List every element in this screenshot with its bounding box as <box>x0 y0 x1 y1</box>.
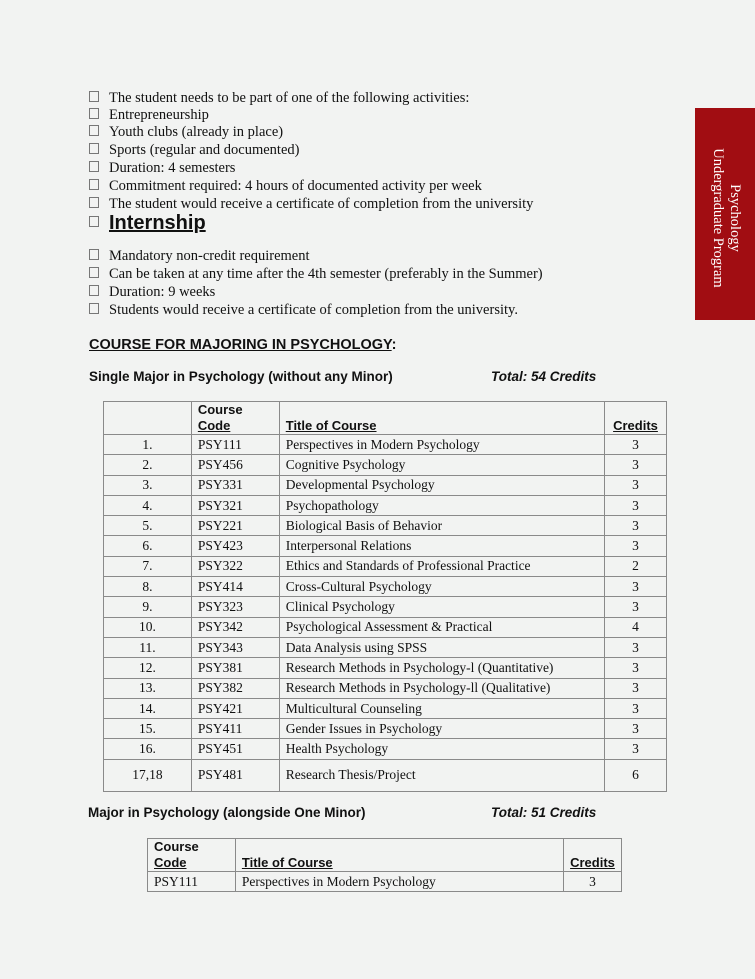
cell-course-title: Clinical Psychology <box>279 597 604 617</box>
cell-course-code: PSY481 <box>191 759 279 791</box>
cell-number: 9. <box>104 597 192 617</box>
cell-course-code: PSY342 <box>191 617 279 637</box>
cell-credits: 3 <box>604 658 666 678</box>
cell-course-title: Data Analysis using SPSS <box>279 637 604 657</box>
single-major-total: Total: 54 Credits <box>491 369 597 384</box>
header-title: Title of Course <box>279 402 604 435</box>
table-row <box>104 637 667 657</box>
cell-number: 6. <box>104 536 192 556</box>
cell-course-title: Multicultural Counseling <box>279 698 604 718</box>
cell-course-title: Perspectives in Modern Psychology <box>279 435 604 455</box>
cell-course-title: Biological Basis of Behavior <box>279 516 604 536</box>
cell-credits: 3 <box>604 516 666 536</box>
cell-course-code: PSY221 <box>191 516 279 536</box>
cell-course-code: PSY456 <box>191 455 279 475</box>
cell-course-code: PSY322 <box>191 556 279 576</box>
header-credits: Credits <box>563 839 621 872</box>
checkbox-icon <box>89 267 99 278</box>
minor-major-total: Total: 51 Credits <box>491 805 597 820</box>
bullet-item: Students would receive a certificate of completion from the university. <box>89 301 518 319</box>
side-tab-line1: Psychology <box>727 184 743 252</box>
table-row <box>104 678 667 698</box>
header-code: Course Code <box>191 402 279 435</box>
cell-number: 1. <box>104 435 192 455</box>
cell-course-code: PSY331 <box>191 475 279 495</box>
side-tab <box>695 108 755 320</box>
cell-credits: 3 <box>563 872 621 892</box>
cell-credits: 3 <box>604 637 666 657</box>
minor-major-table <box>147 838 622 892</box>
cell-number: 8. <box>104 577 192 597</box>
cell-number: 16. <box>104 739 192 759</box>
cell-course-code: PSY414 <box>191 577 279 597</box>
bullet-item: Mandatory non-credit requirement <box>89 247 310 265</box>
cell-course-title: Interpersonal Relations <box>279 536 604 556</box>
cell-course-title: Research Methods in Psychology-ll (Qualitative) <box>279 678 604 698</box>
cell-course-title: Gender Issues in Psychology <box>279 719 604 739</box>
cell-course-code: PSY321 <box>191 495 279 515</box>
cell-course-code: PSY451 <box>191 739 279 759</box>
table-row <box>104 495 667 515</box>
table-row <box>104 739 667 759</box>
cell-course-code: PSY343 <box>191 637 279 657</box>
cell-credits: 3 <box>604 719 666 739</box>
bullet-item: Entrepreneurship <box>89 106 209 124</box>
bullet-item: Commitment required: 4 hours of documented activity per week <box>89 177 482 195</box>
cell-course-title: Health Psychology <box>279 739 604 759</box>
cell-credits: 3 <box>604 577 666 597</box>
cell-number: 11. <box>104 637 192 657</box>
table-row <box>104 536 667 556</box>
cell-number: 17,18 <box>104 759 192 791</box>
table-row <box>104 617 667 637</box>
table-row <box>104 597 667 617</box>
cell-credits: 2 <box>604 556 666 576</box>
cell-number: 7. <box>104 556 192 576</box>
internship-heading: Internship <box>89 212 206 235</box>
cell-number: 10. <box>104 617 192 637</box>
cell-number: 5. <box>104 516 192 536</box>
checkbox-icon <box>89 216 99 227</box>
checkbox-icon <box>89 303 99 314</box>
cell-course-code: PSY421 <box>191 698 279 718</box>
table-row <box>104 455 667 475</box>
cell-number: 4. <box>104 495 192 515</box>
checkbox-icon <box>89 285 99 296</box>
side-tab-text <box>709 118 743 318</box>
cell-number: 12. <box>104 658 192 678</box>
cell-course-code: PSY381 <box>191 658 279 678</box>
section-title: COURSE FOR MAJORING IN PSYCHOLOGY: <box>89 337 397 353</box>
checkbox-icon <box>89 91 99 102</box>
cell-credits: 4 <box>604 617 666 637</box>
table-row <box>104 475 667 495</box>
cell-course-code: PSY382 <box>191 678 279 698</box>
cell-number: 15. <box>104 719 192 739</box>
header-title: Title of Course <box>235 839 563 872</box>
cell-course-code: PSY323 <box>191 597 279 617</box>
cell-course-code: PSY411 <box>191 719 279 739</box>
cell-course-title: Psychopathology <box>279 495 604 515</box>
cell-credits: 3 <box>604 495 666 515</box>
cell-course-title: Research Thesis/Project <box>279 759 604 791</box>
checkbox-icon <box>89 161 99 172</box>
bullet-item: Sports (regular and documented) <box>89 141 299 159</box>
checkbox-icon <box>89 249 99 260</box>
table-row <box>104 759 667 791</box>
minor-major-label: Major in Psychology (alongside One Minor) <box>88 805 366 820</box>
bullet-item: The student needs to be part of one of the following activities: <box>89 89 469 107</box>
cell-course-code: PSY423 <box>191 536 279 556</box>
checkbox-icon <box>89 125 99 136</box>
cell-number: 2. <box>104 455 192 475</box>
cell-course-title: Cross-Cultural Psychology <box>279 577 604 597</box>
table-row <box>104 658 667 678</box>
header-no <box>104 402 192 435</box>
checkbox-icon <box>89 179 99 190</box>
checkbox-icon <box>89 197 99 208</box>
table-row <box>104 719 667 739</box>
cell-credits: 6 <box>604 759 666 791</box>
table-header-row <box>148 839 622 872</box>
bullet-item: The student would receive a certificate of completion from the university <box>89 195 533 213</box>
bullet-item: Duration: 4 semesters <box>89 159 235 177</box>
single-major-table <box>103 401 667 792</box>
cell-credits: 3 <box>604 698 666 718</box>
cell-course-code: PSY111 <box>191 435 279 455</box>
cell-course-title: Perspectives in Modern Psychology <box>235 872 563 892</box>
header-credits: Credits <box>604 402 666 435</box>
cell-credits: 3 <box>604 739 666 759</box>
cell-credits: 3 <box>604 536 666 556</box>
single-major-label: Single Major in Psychology (without any Minor) <box>89 369 393 384</box>
cell-course-title: Psychological Assessment & Practical <box>279 617 604 637</box>
cell-credits: 3 <box>604 435 666 455</box>
cell-credits: 3 <box>604 597 666 617</box>
table-row <box>104 556 667 576</box>
cell-credits: 3 <box>604 455 666 475</box>
table-row <box>104 698 667 718</box>
bullet-item: Can be taken at any time after the 4th semester (preferably in the Summer) <box>89 265 543 283</box>
cell-credits: 3 <box>604 475 666 495</box>
cell-course-title: Ethics and Standards of Professional Practice <box>279 556 604 576</box>
cell-credits: 3 <box>604 678 666 698</box>
checkbox-icon <box>89 108 99 119</box>
cell-course-code: PSY111 <box>148 872 236 892</box>
cell-number: 13. <box>104 678 192 698</box>
table-row <box>104 435 667 455</box>
cell-course-title: Research Methods in Psychology-l (Quantitative) <box>279 658 604 678</box>
checkbox-icon <box>89 143 99 154</box>
table-row <box>104 577 667 597</box>
cell-course-title: Cognitive Psychology <box>279 455 604 475</box>
table-row <box>104 516 667 536</box>
table-header-row <box>104 402 667 435</box>
cell-course-title: Developmental Psychology <box>279 475 604 495</box>
bullet-item: Duration: 9 weeks <box>89 283 215 301</box>
cell-number: 3. <box>104 475 192 495</box>
bullet-item: Youth clubs (already in place) <box>89 123 283 141</box>
header-code: Course Code <box>148 839 236 872</box>
side-tab-line2: Undergraduate Program <box>710 148 726 288</box>
cell-number: 14. <box>104 698 192 718</box>
table-row <box>148 872 622 892</box>
